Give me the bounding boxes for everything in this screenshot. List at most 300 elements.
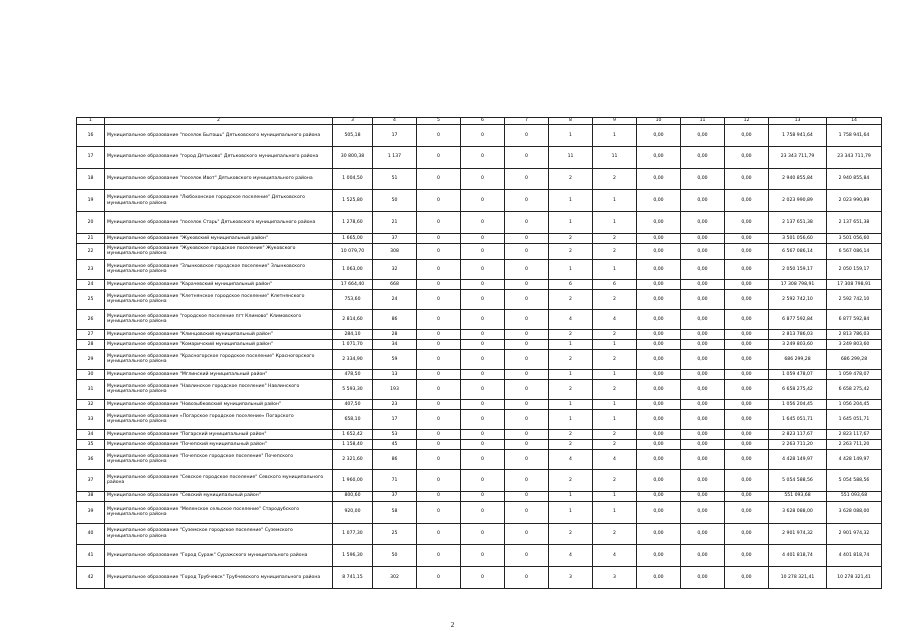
- table-cell: 1 758 941,64: [827, 125, 882, 147]
- table-cell: 2 050 159,17: [827, 259, 882, 279]
- table-row: [77, 491, 882, 501]
- table-cell: 0,00: [725, 491, 769, 501]
- table-cell: 1: [549, 339, 593, 349]
- table-row: [77, 501, 882, 523]
- table-cell: 1: [593, 190, 637, 212]
- table-cell: 0,00: [725, 379, 769, 399]
- table-cell: 0,00: [637, 289, 681, 309]
- table-cell: 2 823 117,67: [769, 429, 827, 439]
- table-cell: 0: [417, 279, 461, 289]
- table-row: [77, 379, 882, 399]
- table-cell: 0: [461, 243, 505, 259]
- table-row: [77, 409, 882, 429]
- table-cell: 2: [549, 429, 593, 439]
- data-table: [76, 117, 882, 589]
- table-cell: 0: [461, 439, 505, 449]
- table-cell: 0: [461, 399, 505, 409]
- table-cell: 0,00: [681, 233, 725, 243]
- table-cell: 0: [417, 125, 461, 147]
- table-cell: 2 321,60: [333, 449, 373, 469]
- municipality-name-cell: Муниципальное образование "Любохонское городское поселение" Дятьковского муниципального района: [105, 190, 333, 212]
- table-cell: 0,00: [681, 339, 725, 349]
- table-cell: 1: [549, 491, 593, 501]
- table-cell: 0,00: [637, 243, 681, 259]
- table-cell: 0,00: [681, 125, 725, 147]
- table-cell: 1 056 204,45: [827, 399, 882, 409]
- table-row: [77, 309, 882, 329]
- table-cell: 0,00: [681, 146, 725, 168]
- table-cell: 0: [417, 168, 461, 190]
- table-cell: 800,60: [333, 491, 373, 501]
- table-cell: 0,00: [725, 399, 769, 409]
- table-cell: 53: [373, 429, 417, 439]
- table-cell: 1 596,30: [333, 545, 373, 567]
- table-cell: 28: [77, 339, 105, 349]
- table-row: [77, 523, 882, 545]
- municipality-name-cell: Муниципальное образование "Карачевский муниципальный район": [105, 279, 333, 289]
- table-cell: 0,00: [725, 243, 769, 259]
- table-cell: 21: [77, 233, 105, 243]
- table-cell: 0,00: [725, 409, 769, 429]
- table-cell: 0,00: [725, 125, 769, 147]
- table-cell: 2: [549, 289, 593, 309]
- table-row: [77, 279, 882, 289]
- table-cell: 2 813 786,03: [827, 329, 882, 339]
- table-cell: 45: [373, 439, 417, 449]
- column-header: 9: [593, 118, 637, 125]
- column-header: 5: [417, 118, 461, 125]
- table-cell: 58: [373, 501, 417, 523]
- table-cell: 2: [593, 429, 637, 439]
- table-cell: 1: [593, 501, 637, 523]
- table-cell: 1 071,70: [333, 339, 373, 349]
- table-cell: 2 137 651,38: [769, 212, 827, 234]
- table-cell: 1 278,60: [333, 212, 373, 234]
- table-cell: 1: [593, 369, 637, 379]
- table-cell: 0: [505, 469, 549, 491]
- table-cell: 0: [505, 379, 549, 399]
- table-cell: 1: [549, 409, 593, 429]
- table-cell: 1 960,00: [333, 469, 373, 491]
- table-cell: 26: [77, 309, 105, 329]
- table-cell: 0: [417, 289, 461, 309]
- table-cell: 36: [77, 449, 105, 469]
- table-cell: 37: [77, 469, 105, 491]
- table-cell: 0: [461, 469, 505, 491]
- table-cell: 0,00: [725, 501, 769, 523]
- table-cell: 2: [549, 349, 593, 369]
- table-cell: 6 567 086,14: [769, 243, 827, 259]
- table-cell: 0,00: [725, 523, 769, 545]
- table-cell: 0: [505, 289, 549, 309]
- table-cell: 2: [593, 168, 637, 190]
- table-cell: 33: [77, 409, 105, 429]
- table-cell: 27: [77, 329, 105, 339]
- table-cell: 17: [373, 125, 417, 147]
- table-cell: 2: [549, 329, 593, 339]
- table-cell: 1 137: [373, 146, 417, 168]
- table-cell: 0: [461, 168, 505, 190]
- table-cell: 23: [373, 399, 417, 409]
- table-cell: 0,00: [725, 233, 769, 243]
- table-cell: 478,50: [333, 369, 373, 379]
- table-cell: 1 525,80: [333, 190, 373, 212]
- table-cell: 3 501 056,60: [769, 233, 827, 243]
- table-cell: 1 059 478,07: [769, 369, 827, 379]
- table-cell: 2: [593, 233, 637, 243]
- table-cell: 0,00: [725, 369, 769, 379]
- table-row: [77, 190, 882, 212]
- table-cell: 407,50: [333, 399, 373, 409]
- table-cell: 0: [461, 567, 505, 589]
- table-row: [77, 212, 882, 234]
- table-cell: 0,00: [725, 429, 769, 439]
- table-cell: 0: [417, 409, 461, 429]
- table-cell: 1: [593, 125, 637, 147]
- table-cell: 1: [593, 212, 637, 234]
- table-cell: 40: [77, 523, 105, 545]
- table-cell: 3 628 088,00: [769, 501, 827, 523]
- table-cell: 2: [593, 379, 637, 399]
- table-cell: 0,00: [637, 369, 681, 379]
- table-cell: 6 877 592,84: [827, 309, 882, 329]
- table-cell: 0: [505, 279, 549, 289]
- table-cell: 0: [505, 329, 549, 339]
- table-cell: 32: [77, 399, 105, 409]
- table-cell: 0: [505, 339, 549, 349]
- table-cell: 17 308 798,91: [769, 279, 827, 289]
- table-cell: 1: [549, 399, 593, 409]
- municipality-name-cell: Муниципальное образование "Клинцовский муниципальный район": [105, 329, 333, 339]
- municipality-name-cell: Муниципальное образование "поселок Бытошь" Дятьковского муниципального района: [105, 125, 333, 147]
- table-cell: 8 741,15: [333, 567, 373, 589]
- table-cell: 86: [373, 449, 417, 469]
- table-cell: 0,00: [637, 212, 681, 234]
- table-cell: 0: [461, 491, 505, 501]
- column-header: 3: [333, 118, 373, 125]
- table-cell: 0,00: [637, 233, 681, 243]
- table-cell: 0,00: [637, 379, 681, 399]
- table-cell: 1 063,00: [333, 259, 373, 279]
- table-cell: 668: [373, 279, 417, 289]
- table-cell: 0: [461, 349, 505, 369]
- table-cell: 2 813 786,03: [769, 329, 827, 339]
- table-cell: 0: [461, 379, 505, 399]
- table-cell: 0,00: [725, 349, 769, 369]
- table-cell: 0,00: [681, 279, 725, 289]
- table-cell: 0: [461, 233, 505, 243]
- municipality-name-cell: Муниципальное образование "город Дятьково" Дятьковского муниципального района: [105, 146, 333, 168]
- table-cell: 0,00: [681, 409, 725, 429]
- table-cell: 0: [505, 523, 549, 545]
- table-cell: 2: [593, 289, 637, 309]
- table-cell: 0,00: [637, 259, 681, 279]
- table-cell: 2: [549, 168, 593, 190]
- table-cell: 0,00: [681, 567, 725, 589]
- table-cell: 0: [505, 190, 549, 212]
- table-cell: 20: [77, 212, 105, 234]
- table-row: [77, 369, 882, 379]
- municipality-name-cell: Муниципальное образование "Город Трубчевск" Трубчевского муниципального района: [105, 567, 333, 589]
- table-cell: 0: [417, 449, 461, 469]
- table-cell: 0: [417, 379, 461, 399]
- table-cell: 0,00: [681, 259, 725, 279]
- municipality-name-cell: Муниципальное образование "Жуковский муниципальный район": [105, 233, 333, 243]
- table-cell: 0: [505, 168, 549, 190]
- table-cell: 1: [549, 190, 593, 212]
- table-cell: 6: [593, 279, 637, 289]
- table-cell: 1 004,50: [333, 168, 373, 190]
- table-cell: 0,00: [725, 190, 769, 212]
- table-row: [77, 125, 882, 147]
- municipality-name-cell: Муниципальное образование "городское поселение пгт Климово" Климовского муниципального района: [105, 309, 333, 329]
- table-cell: 2: [593, 243, 637, 259]
- table-cell: 0: [505, 146, 549, 168]
- table-cell: 1 652,42: [333, 429, 373, 439]
- municipality-name-cell: Муниципальное образование "Меленское сельское поселение" Стародубского муниципального района: [105, 501, 333, 523]
- table-cell: 0: [461, 523, 505, 545]
- table-cell: 2 901 974,32: [769, 523, 827, 545]
- column-header: 8: [549, 118, 593, 125]
- table-cell: 0: [461, 329, 505, 339]
- table-cell: 0: [461, 545, 505, 567]
- table-cell: 18: [77, 168, 105, 190]
- municipality-name-cell: Муниципальное образование "Комаричский муниципальный район": [105, 339, 333, 349]
- table-cell: 0,00: [637, 339, 681, 349]
- table-row: [77, 469, 882, 491]
- table-cell: 1 059 478,07: [827, 369, 882, 379]
- table-cell: 0: [417, 545, 461, 567]
- table-cell: 51: [373, 168, 417, 190]
- table-cell: 2 814,60: [333, 309, 373, 329]
- table-cell: 2 940 855,84: [769, 168, 827, 190]
- table-cell: 1: [549, 369, 593, 379]
- table-cell: 308: [373, 243, 417, 259]
- table-row: [77, 168, 882, 190]
- table-cell: 38: [77, 491, 105, 501]
- table-cell: 24: [77, 279, 105, 289]
- table-cell: 0,00: [681, 190, 725, 212]
- table-cell: 0: [461, 449, 505, 469]
- table-cell: 1: [549, 501, 593, 523]
- table-cell: 1: [593, 259, 637, 279]
- table-cell: 0,00: [725, 567, 769, 589]
- table-cell: 0,00: [681, 349, 725, 369]
- table-cell: 3 249 803,60: [769, 339, 827, 349]
- table-cell: 0,00: [725, 339, 769, 349]
- table-cell: 0: [505, 501, 549, 523]
- table-cell: 920,00: [333, 501, 373, 523]
- table-cell: 0,00: [681, 212, 725, 234]
- table-cell: 17: [373, 409, 417, 429]
- table-cell: 86: [373, 309, 417, 329]
- table-cell: 0,00: [725, 259, 769, 279]
- table-cell: 0: [417, 243, 461, 259]
- table-cell: 0,00: [637, 190, 681, 212]
- table-cell: 29: [77, 349, 105, 369]
- table-cell: 0,00: [725, 439, 769, 449]
- table-row: [77, 146, 882, 168]
- table-cell: 30: [77, 369, 105, 379]
- table-cell: 551 093,68: [827, 491, 882, 501]
- table-cell: 1 758 941,64: [769, 125, 827, 147]
- table-cell: 11: [593, 146, 637, 168]
- table-cell: 2 901 974,32: [827, 523, 882, 545]
- table-cell: 0: [417, 190, 461, 212]
- table-cell: 0,00: [637, 523, 681, 545]
- municipality-name-cell: Муниципальное образование "поселок Старь" Дятьковского муниципального района: [105, 212, 333, 234]
- table-cell: 0: [417, 369, 461, 379]
- table-cell: 50: [373, 545, 417, 567]
- table-cell: 0: [461, 289, 505, 309]
- municipality-name-cell: Муниципальное образование "Почепский муниципальный район": [105, 439, 333, 449]
- table-cell: 42: [77, 567, 105, 589]
- table-cell: 28: [373, 329, 417, 339]
- municipality-name-cell: Муниципальное образование "Почепское городское поселение" Почепского муниципального района: [105, 449, 333, 469]
- table-cell: 0,00: [681, 491, 725, 501]
- table-cell: 0,00: [725, 449, 769, 469]
- table-cell: 0,00: [725, 545, 769, 567]
- table-cell: 0: [461, 190, 505, 212]
- table-cell: 37: [373, 233, 417, 243]
- table-cell: 4 428 149,97: [769, 449, 827, 469]
- table-cell: 5 054 588,56: [769, 469, 827, 491]
- table-cell: 753,60: [333, 289, 373, 309]
- municipality-name-cell: Муниципальное образование "Жуковское городское поселение" Жуковского муниципального района: [105, 243, 333, 259]
- municipality-name-cell: Муниципальное образование "Новозыбковский муниципальный район": [105, 399, 333, 409]
- table-row: [77, 429, 882, 439]
- table-cell: 284,10: [333, 329, 373, 339]
- table-row: [77, 243, 882, 259]
- table-row: [77, 399, 882, 409]
- table-cell: 35: [77, 439, 105, 449]
- table-cell: 2 023 990,89: [769, 190, 827, 212]
- column-header: 12: [725, 118, 769, 125]
- table-cell: 41: [77, 545, 105, 567]
- municipality-name-cell: Муниципальное образование "Погарский муниципальный район": [105, 429, 333, 439]
- table-cell: 0,00: [681, 379, 725, 399]
- table-cell: 1 056 204,45: [769, 399, 827, 409]
- table-cell: 1 158,40: [333, 439, 373, 449]
- table-cell: 302: [373, 567, 417, 589]
- table-cell: 17: [77, 146, 105, 168]
- table-cell: 0,00: [637, 449, 681, 469]
- table-cell: 2 137 651,38: [827, 212, 882, 234]
- table-cell: 4: [593, 545, 637, 567]
- column-header: 14: [827, 118, 882, 125]
- table-cell: 0,00: [725, 289, 769, 309]
- table-cell: 0,00: [725, 279, 769, 289]
- table-cell: 0: [461, 309, 505, 329]
- table-cell: 0: [417, 501, 461, 523]
- table-cell: 10 278 321,41: [827, 567, 882, 589]
- column-header: 2: [105, 118, 333, 125]
- municipality-name-cell: Муниципальное образование "Клетнянское городское поселение" Клетнянского муниципального района: [105, 289, 333, 309]
- municipality-name-cell: Муниципальное образование "Навлинское городское поселение" Навлинского муниципального района: [105, 379, 333, 399]
- table-cell: 16: [77, 125, 105, 147]
- table-cell: 0,00: [637, 329, 681, 339]
- table-cell: 2: [549, 243, 593, 259]
- table-row: [77, 233, 882, 243]
- table-cell: 0,00: [725, 212, 769, 234]
- table-cell: 0,00: [725, 309, 769, 329]
- table-cell: 0,00: [725, 168, 769, 190]
- table-cell: 1: [549, 212, 593, 234]
- table-cell: 686 299,28: [827, 349, 882, 369]
- table-cell: 0: [505, 409, 549, 429]
- column-header: 10: [637, 118, 681, 125]
- table-cell: 1: [549, 125, 593, 147]
- table-cell: 3: [549, 567, 593, 589]
- municipality-name-cell: Муниципальное образование "Злынковское городское поселение" Злынковского муниципального района: [105, 259, 333, 279]
- table-row: [77, 449, 882, 469]
- table-cell: 0: [505, 233, 549, 243]
- table-cell: 0: [417, 309, 461, 329]
- table-cell: 6 658 275,42: [769, 379, 827, 399]
- table-cell: 71: [373, 469, 417, 491]
- table-cell: 0,00: [725, 469, 769, 491]
- table-cell: 1: [549, 259, 593, 279]
- table-cell: 10 278 321,41: [769, 567, 827, 589]
- table-cell: 0,00: [681, 399, 725, 409]
- table-cell: 0,00: [637, 349, 681, 369]
- table-cell: 0: [417, 349, 461, 369]
- table-cell: 2 263 711,20: [769, 439, 827, 449]
- table-cell: 0: [461, 429, 505, 439]
- table-cell: 0: [461, 501, 505, 523]
- table-cell: 0: [505, 567, 549, 589]
- table-cell: 3: [593, 567, 637, 589]
- table-cell: 4 401 818,74: [827, 545, 882, 567]
- table-cell: 2 050 159,17: [769, 259, 827, 279]
- table-cell: 0: [505, 439, 549, 449]
- municipality-name-cell: Муниципальное образование "поселок Ивот" Дятьковского муниципального района: [105, 168, 333, 190]
- table-cell: 0,00: [637, 409, 681, 429]
- table-cell: 0,00: [637, 309, 681, 329]
- table-cell: 24: [373, 289, 417, 309]
- table-cell: 0: [505, 309, 549, 329]
- table-cell: 2: [549, 469, 593, 491]
- table-cell: 0,00: [637, 545, 681, 567]
- table-cell: 32: [373, 259, 417, 279]
- table-cell: 2: [549, 233, 593, 243]
- table-cell: 0,00: [681, 168, 725, 190]
- table-cell: 2 940 855,84: [827, 168, 882, 190]
- table-cell: 2: [593, 349, 637, 369]
- municipality-name-cell: Муниципальное образование "Мглинский муниципальный район": [105, 369, 333, 379]
- table-cell: 0,00: [725, 329, 769, 339]
- table-cell: 0: [505, 429, 549, 439]
- table-cell: 0: [461, 279, 505, 289]
- table-row: [77, 439, 882, 449]
- table-cell: 2: [593, 439, 637, 449]
- table-cell: 0: [505, 399, 549, 409]
- column-header: 7: [505, 118, 549, 125]
- table-cell: 1 077,30: [333, 523, 373, 545]
- table-cell: 2 823 117,67: [827, 429, 882, 439]
- table-row: [77, 259, 882, 279]
- table-cell: 2: [593, 469, 637, 491]
- table-cell: 0,00: [637, 439, 681, 449]
- table-cell: 0: [461, 146, 505, 168]
- table-cell: 551 093,68: [769, 491, 827, 501]
- table-row: [77, 329, 882, 339]
- table-cell: 34: [373, 339, 417, 349]
- table-cell: 1: [593, 409, 637, 429]
- table-cell: 0: [505, 491, 549, 501]
- table-cell: 0,00: [637, 501, 681, 523]
- table-cell: 6: [549, 279, 593, 289]
